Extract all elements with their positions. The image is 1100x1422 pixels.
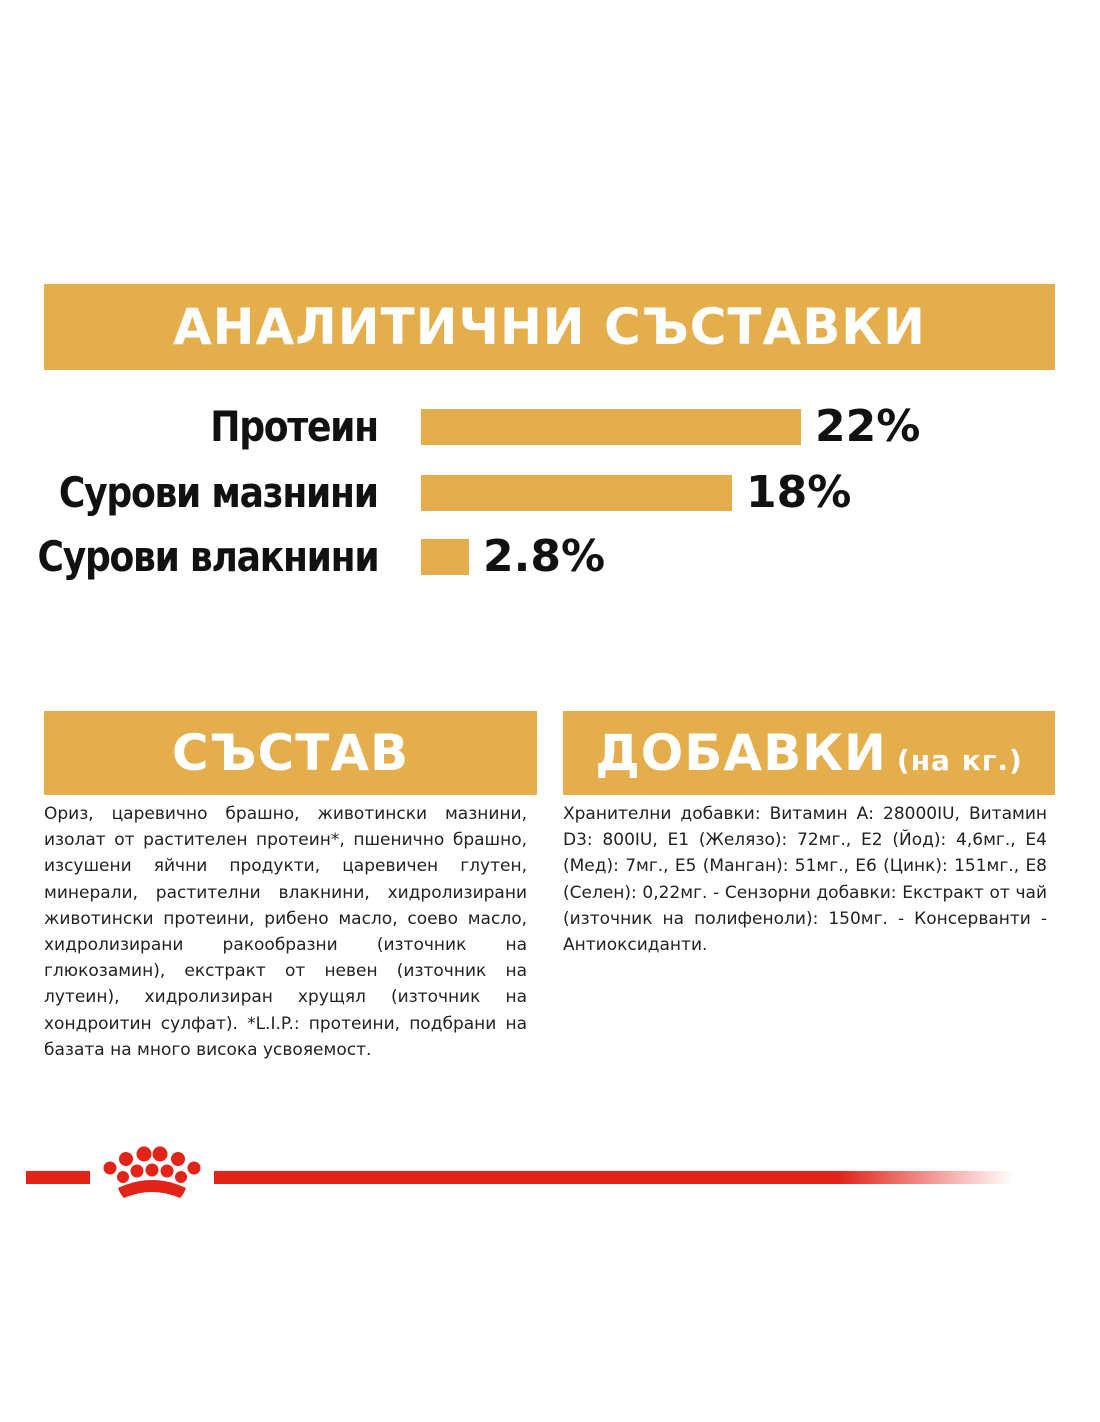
nutrient-value: 2.8% — [483, 531, 606, 582]
footer-divider-right — [214, 1171, 1014, 1184]
royal-canin-crown-icon — [96, 1146, 208, 1206]
composition-banner — [44, 711, 537, 795]
analytic-constituents-title: АНАЛИТИЧНИ СЪСТАВКИ — [172, 298, 927, 356]
additives-subtitle: (на кг.) — [896, 743, 1023, 777]
composition-text: Ориз, царевично брашно, животински мазнини, изолат от растителен протеин*, пшенично брашно, изсушени яйчни продукти, царевичен глутен, минерали, растителни влакнини, хидролизирани животински протеини, рибено масло, соево масло, хидролизирани ракообразни (източник на глюкозамин), екстракт от невен (източник на лутеин), хидролизиран хрущял (източник на хондроитин сулфат). *L.I.P.: протеини, подбрани на базата на много висока усвояемост. — [44, 804, 527, 1060]
nutrient-bar — [421, 539, 469, 575]
nutrient-bar — [421, 475, 732, 511]
nutrient-value: 18% — [746, 467, 852, 518]
nutrient-bar — [421, 409, 801, 445]
additives-banner — [563, 711, 1055, 795]
analytic-constituents-banner — [44, 284, 1055, 370]
nutrient-label: Сурови мазнини — [59, 468, 378, 517]
nutrient-row — [0, 399, 1100, 455]
footer-divider-left — [26, 1171, 90, 1184]
nutrient-label: Протеин — [210, 402, 378, 451]
nutrient-label: Сурови влакнини — [37, 532, 378, 581]
nutrient-value: 22% — [815, 401, 921, 452]
nutrient-row — [0, 465, 1100, 521]
nutrient-row — [0, 529, 1100, 585]
composition-title: СЪСТАВ — [171, 724, 410, 782]
additives-text: Хранителни добавки: Витамин А: 28000IU, Витамин D3: 800IU, E1 (Желязо): 72мг., E2 (Йод): 4,6мг., E4 (Мед): 7мг., E5 (Манган): 51мг., E6 (Цинк): 151мг., E8 (Селен): 0,22мг. - Сензорни добавки: Екстракт от чай (източник на полифеноли): 150мг. - Консерванти - Антиоксиданти. — [563, 804, 1047, 956]
additives-title: ДОБАВКИ — [595, 724, 887, 782]
